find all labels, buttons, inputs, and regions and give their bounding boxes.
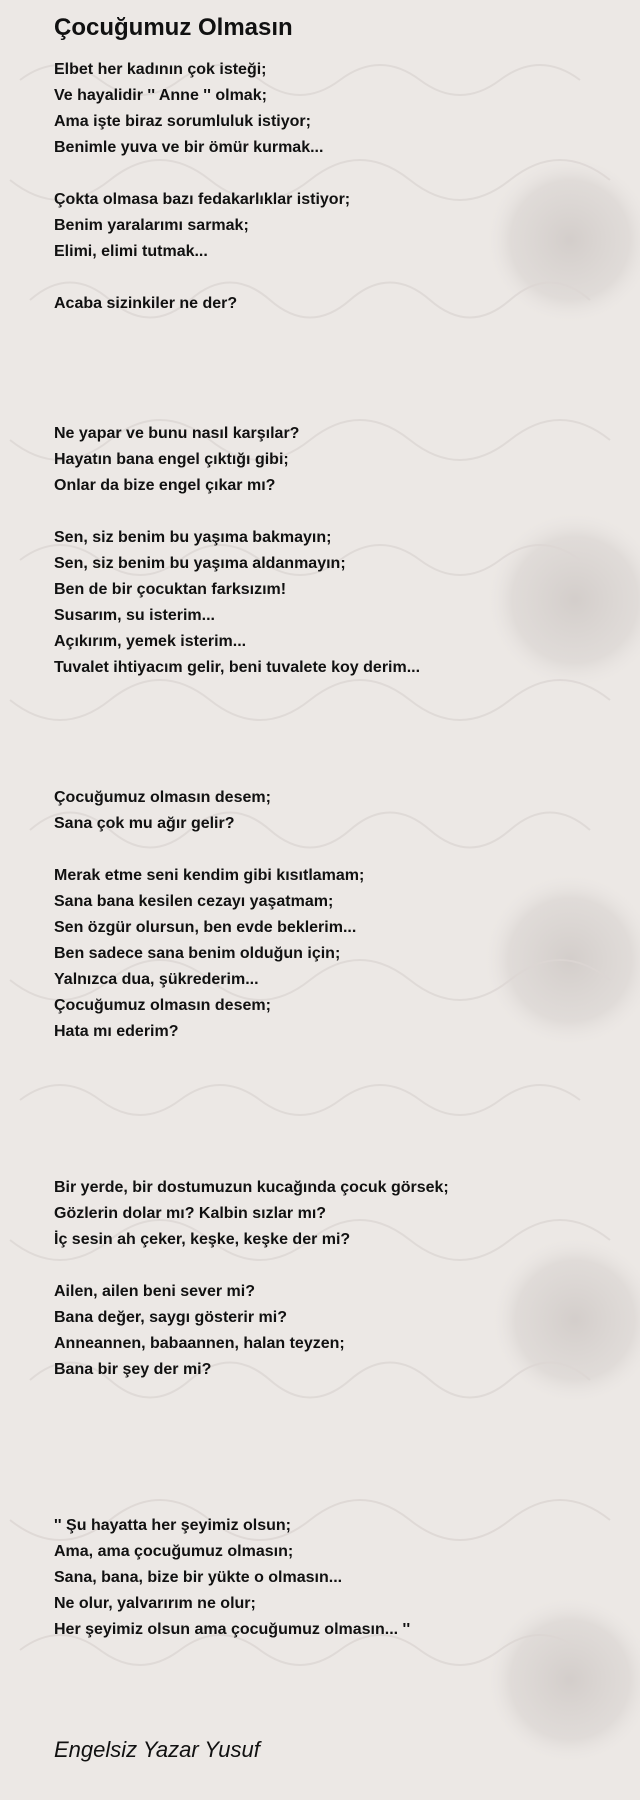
stanza-gap: [54, 317, 614, 343]
poem-line: Yalnızca dua, şükrederim...: [54, 971, 259, 988]
stanza-gap: [54, 1253, 614, 1279]
poem-line: Hayatın bana engel çıktığı gibi;: [54, 451, 289, 468]
stanza-gap: [54, 161, 614, 187]
stanza-gap: [54, 1487, 614, 1513]
stanza-gap: [54, 395, 614, 421]
poem-line: Sana, bana, bize bir yükte o olmasın...: [54, 1569, 343, 1586]
poem-line: Bana değer, saygı gösterir mi?: [54, 1309, 287, 1326]
poem: [54, 12, 614, 1643]
poem-line: Bana bir şey der mi?: [54, 1361, 212, 1378]
poem-line: Sana çok mu ağır gelir?: [54, 815, 235, 832]
poem-line: Anneannen, babaannen, halan teyzen;: [54, 1335, 345, 1352]
poem-line: Bir yerde, bir dostumuzun kucağında çocuk görsek;: [54, 1179, 449, 1196]
stanza-gap: [54, 265, 614, 291]
poem-line: Elimi, elimi tutmak...: [54, 243, 208, 260]
poem-line: Merak etme seni kendim gibi kısıtlamam;: [54, 867, 365, 884]
stanza-gap: [54, 707, 614, 733]
poem-line: Ben sadece sana benim olduğun için;: [54, 945, 341, 962]
poem-line: Acaba sizinkiler ne der?: [54, 295, 238, 312]
stanza-gap: [54, 1435, 614, 1461]
poem-line: Ama, ama çocuğumuz olmasın;: [54, 1543, 294, 1560]
stanza-gap: [54, 681, 614, 707]
poem-line: Çocuğumuz olmasın desem;: [54, 789, 271, 806]
stanza-gap: [54, 1071, 614, 1097]
poem-line: Ne olur, yalvarırım ne olur;: [54, 1595, 256, 1612]
poem-line: Sen özgür olursun, ben evde beklerim...: [54, 919, 357, 936]
poem-line: İç sesin ah çeker, keşke, keşke der mi?: [54, 1231, 351, 1248]
poem-line: Sen, siz benim bu yaşıma aldanmayın;: [54, 555, 346, 572]
poem-line: Ben de bir çocuktan farksızım!: [54, 581, 287, 598]
poem-author: Engelsiz Yazar Yusuf: [54, 1737, 260, 1762]
stanza-gap: [54, 733, 614, 759]
stanza-gap: [54, 1383, 614, 1409]
poem-line: Benim yaralarımı sarmak;: [54, 217, 249, 234]
poem-line: Ve hayalidir '' Anne '' olmak;: [54, 87, 267, 104]
poem-line: Çokta olmasa bazı fedakarlıklar istiyor;: [54, 191, 351, 208]
stanza-gap: [54, 499, 614, 525]
poem-line: Benimle yuva ve bir ömür kurmak...: [54, 139, 324, 156]
poem-line: Ne yapar ve bunu nasıl karşılar?: [54, 425, 300, 442]
stanza-gap: [54, 1149, 614, 1175]
poem-line: '' Şu hayatta her şeyimiz olsun;: [54, 1517, 292, 1534]
poem-line: Ailen, ailen beni sever mi?: [54, 1283, 255, 1300]
stanza-gap: [54, 1409, 614, 1435]
poem-line: Elbet her kadının çok isteği;: [54, 61, 267, 78]
stanza-gap: [54, 1097, 614, 1123]
stanza-gap: [54, 343, 614, 369]
poem-line: Tuvalet ihtiyacım gelir, beni tuvalete koy derim...: [54, 659, 421, 676]
poem-line: Her şeyimiz olsun ama çocuğumuz olmasın... '': [54, 1621, 411, 1638]
stanza-gap: [54, 837, 614, 863]
poem-line: Çocuğumuz olmasın desem;: [54, 997, 271, 1014]
poem-line: Susarım, su isterim...: [54, 607, 215, 624]
poem-title: Çocuğumuz Olmasın: [54, 14, 293, 41]
poem-body: [54, 57, 614, 1643]
poem-line: Hata mı ederim?: [54, 1023, 179, 1040]
poem-line: Sen, siz benim bu yaşıma bakmayın;: [54, 529, 332, 546]
poem-line: Sana bana kesilen cezayı yaşatmam;: [54, 893, 334, 910]
stanza-gap: [54, 1461, 614, 1487]
poem-line: Ama işte biraz sorumluluk istiyor;: [54, 113, 311, 130]
poem-line: Açıkırım, yemek isterim...: [54, 633, 247, 650]
poem-line: Gözlerin dolar mı? Kalbin sızlar mı?: [54, 1205, 327, 1222]
stanza-gap: [54, 369, 614, 395]
stanza-gap: [54, 1045, 614, 1071]
stanza-gap: [54, 1123, 614, 1149]
stanza-gap: [54, 759, 614, 785]
poem-line: Onlar da bize engel çıkar mı?: [54, 477, 276, 494]
